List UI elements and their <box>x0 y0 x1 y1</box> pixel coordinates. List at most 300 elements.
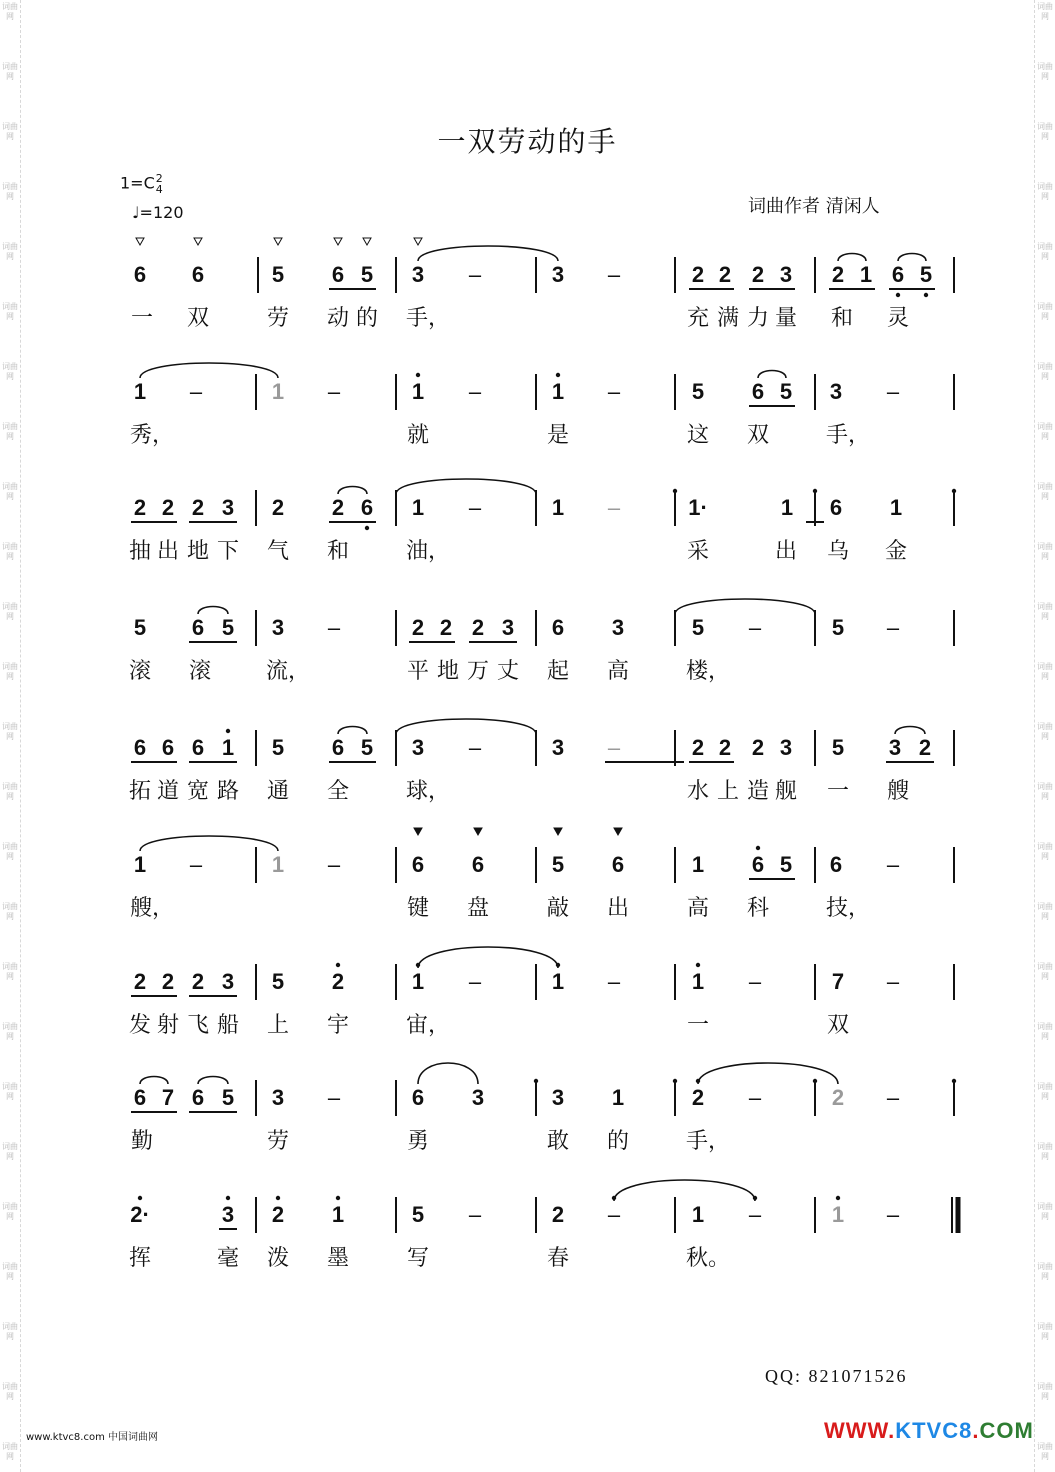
jianpu-note: 3 <box>611 615 625 640</box>
dash-extension: – <box>189 379 203 404</box>
jianpu-note: 1 <box>859 262 873 287</box>
watermark-text: 词曲网 <box>2 902 18 921</box>
jianpu-note: 1 <box>133 852 147 877</box>
jianpu-note: 3 <box>411 735 425 760</box>
jianpu-note: 6 <box>611 852 625 877</box>
lyric-syllable: 毫 <box>216 1246 240 1271</box>
dash-extension: – <box>468 262 482 287</box>
jianpu-note: 3 <box>551 1085 565 1110</box>
lyric-syllable: 勤 <box>130 1129 154 1154</box>
lyric-syllable: 这 <box>686 423 710 448</box>
high-octave-dot <box>696 963 700 967</box>
low-octave-dot <box>896 293 900 297</box>
watermark-text: 词曲网 <box>1037 662 1053 681</box>
watermark-text: 词曲网 <box>1037 1262 1053 1281</box>
jianpu-note: 2 <box>718 735 732 760</box>
tempo-value: =120 <box>139 203 184 222</box>
jianpu-note: 2 <box>271 495 285 520</box>
high-octave-dot <box>534 1079 538 1083</box>
jianpu-note: 6 <box>133 735 147 760</box>
lyric-syllable: 满 <box>716 306 740 331</box>
jianpu-note: 2 <box>551 1202 565 1227</box>
tie-slur <box>338 487 367 495</box>
lyric-syllable: 万 <box>466 659 490 684</box>
lyric-syllable: 一 <box>686 1013 710 1038</box>
jianpu-note: 5 <box>779 379 793 404</box>
watermark-text: 词曲网 <box>2 1382 18 1401</box>
tie-slur <box>338 727 367 735</box>
accent-mark <box>194 238 202 245</box>
high-octave-dot <box>138 1196 142 1200</box>
jianpu-note: 2 <box>331 495 345 520</box>
lyric-syllable: 抽 <box>128 539 152 564</box>
jianpu-note: 1 <box>271 379 285 404</box>
jianpu-note: 6 <box>161 735 175 760</box>
jianpu-note: 6 <box>829 495 843 520</box>
jianpu-note: 3 <box>271 1085 285 1110</box>
jianpu-note: 5 <box>691 379 705 404</box>
jianpu-note: 6 <box>331 262 345 287</box>
jianpu-note: 3 <box>221 1202 235 1227</box>
dash-extension: – <box>327 852 341 877</box>
lyric-syllable: 地 <box>186 539 210 564</box>
jianpu-note: 1· <box>688 495 708 520</box>
watermark-text: 词曲网 <box>1037 602 1053 621</box>
watermark-text: 词曲网 <box>2 422 18 441</box>
lyric-syllable: 双 <box>826 1013 850 1038</box>
lyric-syllable: 道 <box>156 779 180 804</box>
lyric-syllable: 秋。 <box>685 1246 731 1271</box>
tie-slur <box>898 254 926 262</box>
dash-extension: – <box>607 379 621 404</box>
time-signature-unit: 4 <box>155 183 163 196</box>
jianpu-note: 3 <box>471 1085 485 1110</box>
watermark-text: 词曲网 <box>2 962 18 981</box>
lyric-syllable: 起 <box>546 659 570 684</box>
jianpu-note: 6 <box>133 262 147 287</box>
lyric-syllable: 乌 <box>826 539 850 564</box>
lyric-syllable: 宇 <box>326 1013 350 1038</box>
jianpu-note: 3 <box>221 969 235 994</box>
jianpu-note: 2 <box>133 495 147 520</box>
watermark-text: 词曲网 <box>2 782 18 801</box>
lyric-syllable: 平 <box>406 659 430 684</box>
jianpu-note: 2 <box>439 615 453 640</box>
jianpu-note: 3 <box>551 262 565 287</box>
watermark-text: 词曲网 <box>2 1262 18 1281</box>
lyric-syllable: 敲 <box>546 896 570 921</box>
low-octave-dot <box>365 526 369 530</box>
lyric-syllable: 是 <box>546 423 570 448</box>
jianpu-note: 2 <box>133 969 147 994</box>
watermark-text: 词曲网 <box>1037 722 1053 741</box>
dash-extension: – <box>468 1202 482 1227</box>
jianpu-note: 5 <box>919 262 933 287</box>
lyric-syllable: 手， <box>405 306 451 331</box>
watermark-text: 词曲网 <box>1037 362 1053 381</box>
jianpu-note: 6 <box>133 1085 147 1110</box>
jianpu-note: 3 <box>221 495 235 520</box>
lyric-syllable: 劳 <box>266 1129 290 1154</box>
dash-extension: – <box>468 495 482 520</box>
watermark-text: 词曲网 <box>2 302 18 321</box>
lyric-syllable: 泼 <box>266 1246 290 1271</box>
jianpu-note: 2 <box>191 495 205 520</box>
lyric-syllable: 流， <box>265 659 311 684</box>
high-octave-dot <box>226 729 230 733</box>
tie-slur <box>140 836 278 851</box>
jianpu-note: 6 <box>751 379 765 404</box>
accent-mark <box>554 828 562 835</box>
lyric-syllable: 艘， <box>129 896 175 921</box>
lyric-syllable: 上 <box>266 1013 290 1038</box>
jianpu-note: 5 <box>691 615 705 640</box>
watermark-text: 词曲网 <box>1037 302 1053 321</box>
high-octave-dot <box>336 1196 340 1200</box>
lyric-syllable: 气 <box>266 539 290 564</box>
jianpu-note: 1 <box>889 495 903 520</box>
lyric-syllable: 量 <box>774 306 798 331</box>
lyric-syllable: 采 <box>686 539 710 564</box>
high-octave-dot <box>836 1196 840 1200</box>
watermark-text: 词曲网 <box>1037 122 1053 141</box>
watermark-text: 词曲网 <box>2 662 18 681</box>
dash-extension: – <box>327 1085 341 1110</box>
jianpu-note: 2 <box>751 262 765 287</box>
watermark-text: 词曲网 <box>1037 962 1053 981</box>
tie-slur <box>140 363 278 378</box>
lyric-syllable: 力 <box>746 306 770 331</box>
key-prefix: 1=C <box>120 173 155 193</box>
dash-extension: – <box>748 1202 762 1227</box>
lyric-syllable: 春 <box>546 1246 570 1271</box>
lyric-syllable: 科 <box>746 896 770 921</box>
jianpu-note: 2 <box>831 1085 845 1110</box>
lyric-syllable: 和 <box>830 306 854 331</box>
jianpu-note: 6 <box>891 262 905 287</box>
jianpu-note: 2 <box>751 735 765 760</box>
tie-slur <box>396 479 536 494</box>
jianpu-note: 2 <box>471 615 485 640</box>
jianpu-note: 1 <box>271 852 285 877</box>
high-octave-dot <box>756 846 760 850</box>
jianpu-note: 6 <box>411 852 425 877</box>
jianpu-note: 5 <box>133 615 147 640</box>
lyric-syllable: 造 <box>746 779 770 804</box>
lyric-syllable: 秀， <box>129 423 175 448</box>
jianpu-note: 1 <box>551 969 565 994</box>
lyric-syllable: 全 <box>326 779 350 804</box>
jianpu-note: 5 <box>221 1085 235 1110</box>
jianpu-note: 7 <box>831 969 845 994</box>
lyric-syllable: 一 <box>826 779 850 804</box>
site-logo-www: WWW. <box>824 1418 896 1443</box>
lyric-syllable: 船 <box>216 1013 240 1038</box>
accent-mark <box>614 828 622 835</box>
high-octave-dot <box>813 489 817 493</box>
watermark-text: 词曲网 <box>1037 1142 1053 1161</box>
lyric-syllable: 的 <box>355 306 379 331</box>
lyric-syllable: 双 <box>186 306 210 331</box>
lyric-syllable: 丈 <box>496 659 520 684</box>
jianpu-note: 6 <box>751 852 765 877</box>
watermark-text: 词曲网 <box>1037 2 1053 21</box>
high-octave-dot <box>416 373 420 377</box>
watermark-text: 词曲网 <box>2 62 18 81</box>
author-credit: 词曲作者 清闲人 <box>748 196 880 217</box>
jianpu-note: 6 <box>411 1085 425 1110</box>
jianpu-note: 5 <box>271 262 285 287</box>
jianpu-note: 5 <box>221 615 235 640</box>
dash-extension: – <box>607 735 621 760</box>
lyric-syllable: 手， <box>685 1129 731 1154</box>
watermark-text: 词曲网 <box>1037 182 1053 201</box>
tie-slur <box>614 1180 755 1201</box>
jianpu-note: 3 <box>501 615 515 640</box>
lyric-syllable: 手， <box>825 423 871 448</box>
lyric-syllable: 动 <box>326 306 350 331</box>
jianpu-note: 6 <box>191 1085 205 1110</box>
jianpu-note: 2 <box>691 262 705 287</box>
jianpu-note: 7 <box>161 1085 175 1110</box>
lyric-syllable: 发 <box>128 1013 152 1038</box>
jianpu-note: 2 <box>411 615 425 640</box>
watermark-text: 词曲网 <box>1037 1382 1053 1401</box>
high-octave-dot <box>952 489 956 493</box>
jianpu-note: 2 <box>191 969 205 994</box>
watermark-text: 词曲网 <box>1037 62 1053 81</box>
lyric-syllable: 技， <box>825 896 871 921</box>
jianpu-note: 1 <box>831 1202 845 1227</box>
qq-contact: QQ: 821071526 <box>765 1366 908 1386</box>
jianpu-note: 1 <box>411 379 425 404</box>
lyric-syllable: 水 <box>686 779 710 804</box>
watermark-text: 词曲网 <box>1037 782 1053 801</box>
lyric-syllable: 敢 <box>546 1129 570 1154</box>
dash-extension: – <box>468 969 482 994</box>
jianpu-note: 6 <box>191 615 205 640</box>
dash-extension: – <box>327 379 341 404</box>
lyric-syllable: 宽 <box>186 779 210 804</box>
jianpu-note: 2 <box>718 262 732 287</box>
jianpu-note: 3 <box>271 615 285 640</box>
lyric-syllable: 挥 <box>128 1246 152 1271</box>
jianpu-note: 2 <box>691 735 705 760</box>
jianpu-note: 5 <box>271 969 285 994</box>
tie-slur <box>198 607 228 615</box>
jianpu-note: 3 <box>829 379 843 404</box>
dash-extension: – <box>607 495 621 520</box>
jianpu-note: 6 <box>331 735 345 760</box>
jianpu-note: 3 <box>551 735 565 760</box>
watermark-text: 词曲网 <box>2 482 18 501</box>
tie-slur <box>140 1077 168 1085</box>
watermark-text: 词曲网 <box>1037 1322 1053 1341</box>
lyric-syllable: 和 <box>326 539 350 564</box>
jianpu-note: 1 <box>691 1202 705 1227</box>
jianpu-note: 2 <box>918 735 932 760</box>
jianpu-note: 1 <box>551 379 565 404</box>
jianpu-note: 5 <box>360 735 374 760</box>
jianpu-note: 5 <box>271 735 285 760</box>
dash-extension: – <box>607 262 621 287</box>
watermark-text: 词曲网 <box>2 842 18 861</box>
watermark-text: 词曲网 <box>2 1442 18 1461</box>
watermark-text: 词曲网 <box>2 2 18 21</box>
lyric-syllable: 勇 <box>406 1129 430 1154</box>
accent-mark <box>474 828 482 835</box>
jianpu-note: 1 <box>331 1202 345 1227</box>
song-title: 一双劳动的手 <box>437 125 618 158</box>
watermark-text: 词曲网 <box>1037 1202 1053 1221</box>
watermark-text: 词曲网 <box>2 722 18 741</box>
dash-extension: – <box>607 1202 621 1227</box>
jianpu-note: 6 <box>191 735 205 760</box>
jianpu-note: 2 <box>161 969 175 994</box>
lyric-syllable: 双 <box>746 423 770 448</box>
dash-extension: – <box>886 615 900 640</box>
lyric-syllable: 下 <box>216 539 240 564</box>
lyric-syllable: 球， <box>405 779 451 804</box>
accent-mark <box>136 238 144 245</box>
jianpu-note: 6 <box>360 495 374 520</box>
tie-slur <box>758 371 786 379</box>
dash-extension: – <box>748 1085 762 1110</box>
tie-slur <box>895 727 925 735</box>
watermark-text: 词曲网 <box>2 122 18 141</box>
jianpu-note: 1 <box>691 852 705 877</box>
high-octave-dot <box>226 1196 230 1200</box>
high-octave-dot <box>673 489 677 493</box>
site-logo-ktvc8: KTVC8 <box>895 1418 973 1443</box>
dash-extension: – <box>468 735 482 760</box>
lyric-syllable: 飞 <box>186 1013 210 1038</box>
dash-extension: – <box>468 379 482 404</box>
lyric-syllable: 油， <box>405 539 451 564</box>
lyric-syllable: 充 <box>686 306 710 331</box>
jianpu-note: 6 <box>471 852 485 877</box>
watermark-text: 词曲网 <box>1037 1082 1053 1101</box>
watermark-text: 词曲网 <box>1037 422 1053 441</box>
lyric-syllable: 滚 <box>128 659 152 684</box>
lyric-syllable: 楼， <box>685 659 731 684</box>
high-octave-dot <box>556 373 560 377</box>
watermark-text: 词曲网 <box>1037 1022 1053 1041</box>
jianpu-note: 3 <box>779 735 793 760</box>
lyric-syllable: 盘 <box>466 896 490 921</box>
watermark-text: 词曲网 <box>2 242 18 261</box>
jianpu-note: 6 <box>551 615 565 640</box>
watermark-text: 词曲网 <box>2 182 18 201</box>
high-octave-dot <box>952 1079 956 1083</box>
jianpu-note: 1 <box>221 735 235 760</box>
jianpu-note: 1 <box>780 495 794 520</box>
accent-mark <box>363 238 371 245</box>
footer-site-text: www.ktvc8.com 中国词曲网 <box>26 1432 159 1443</box>
jianpu-note: 5 <box>360 262 374 287</box>
lyric-syllable: 地 <box>436 659 460 684</box>
lyric-syllable: 一 <box>130 306 154 331</box>
watermark-text: 词曲网 <box>2 1322 18 1341</box>
watermark-text: 词曲网 <box>1037 482 1053 501</box>
watermark-text: 词曲网 <box>2 1202 18 1221</box>
watermark-text: 词曲网 <box>2 362 18 381</box>
lyric-syllable: 键 <box>406 896 430 921</box>
lyric-syllable: 舰 <box>774 779 798 804</box>
lyric-syllable: 滚 <box>188 659 212 684</box>
lyric-syllable: 就 <box>406 423 430 448</box>
jianpu-note: 2· <box>130 1202 150 1227</box>
dash-extension: – <box>886 969 900 994</box>
jianpu-note: 3 <box>779 262 793 287</box>
jianpu-note: 2 <box>271 1202 285 1227</box>
lyric-syllable: 写 <box>406 1246 430 1271</box>
lyric-syllable: 灵 <box>886 306 910 331</box>
time-signature-beats: 2 <box>155 172 163 185</box>
jianpu-note: 3 <box>411 262 425 287</box>
jianpu-note: 6 <box>829 852 843 877</box>
lyric-syllable: 拓 <box>128 779 152 804</box>
jianpu-note: 1 <box>411 495 425 520</box>
lyric-syllable: 艘 <box>886 779 910 804</box>
site-logo <box>824 1418 1034 1444</box>
lyric-syllable: 通 <box>266 779 290 804</box>
low-octave-dot <box>924 293 928 297</box>
quarter-note-icon: ♩ <box>132 203 140 222</box>
jianpu-note: 2 <box>831 262 845 287</box>
accent-mark <box>334 238 342 245</box>
dash-extension: – <box>607 969 621 994</box>
jianpu-note: 1 <box>133 379 147 404</box>
tie-slur <box>396 719 536 734</box>
lyric-syllable: 高 <box>606 659 630 684</box>
watermark-text: 词曲网 <box>2 1142 18 1161</box>
high-octave-dot <box>673 1079 677 1083</box>
jianpu-note: 5 <box>831 735 845 760</box>
jianpu-note: 1 <box>551 495 565 520</box>
site-logo-dot: . <box>972 1418 980 1443</box>
site-logo-com: COM <box>979 1418 1034 1443</box>
lyric-syllable: 射 <box>156 1013 180 1038</box>
jianpu-note: 5 <box>551 852 565 877</box>
watermark-text: 词曲网 <box>2 542 18 561</box>
lyric-syllable: 出 <box>774 539 798 564</box>
dash-extension: – <box>748 615 762 640</box>
high-octave-dot <box>276 1196 280 1200</box>
tie-slur <box>198 1077 228 1085</box>
dash-extension: – <box>886 379 900 404</box>
lyric-syllable: 上 <box>716 779 740 804</box>
lyric-syllable: 路 <box>216 779 240 804</box>
watermark-text: 词曲网 <box>1037 842 1053 861</box>
watermark-text: 词曲网 <box>1037 242 1053 261</box>
lyric-syllable: 出 <box>156 539 180 564</box>
lyric-syllable: 墨 <box>326 1246 350 1271</box>
jianpu-note: 5 <box>411 1202 425 1227</box>
tie-slur <box>838 254 866 262</box>
jianpu-note: 3 <box>888 735 902 760</box>
dash-extension: – <box>886 1202 900 1227</box>
dash-extension: – <box>327 615 341 640</box>
lyric-syllable: 劳 <box>266 306 290 331</box>
dash-extension: – <box>886 852 900 877</box>
watermark-text: 词曲网 <box>1037 1442 1053 1461</box>
lyric-syllable: 出 <box>606 896 630 921</box>
watermark-text: 词曲网 <box>2 1022 18 1041</box>
jianpu-note: 1 <box>411 969 425 994</box>
jianpu-note: 5 <box>779 852 793 877</box>
jianpu-note: 5 <box>831 615 845 640</box>
